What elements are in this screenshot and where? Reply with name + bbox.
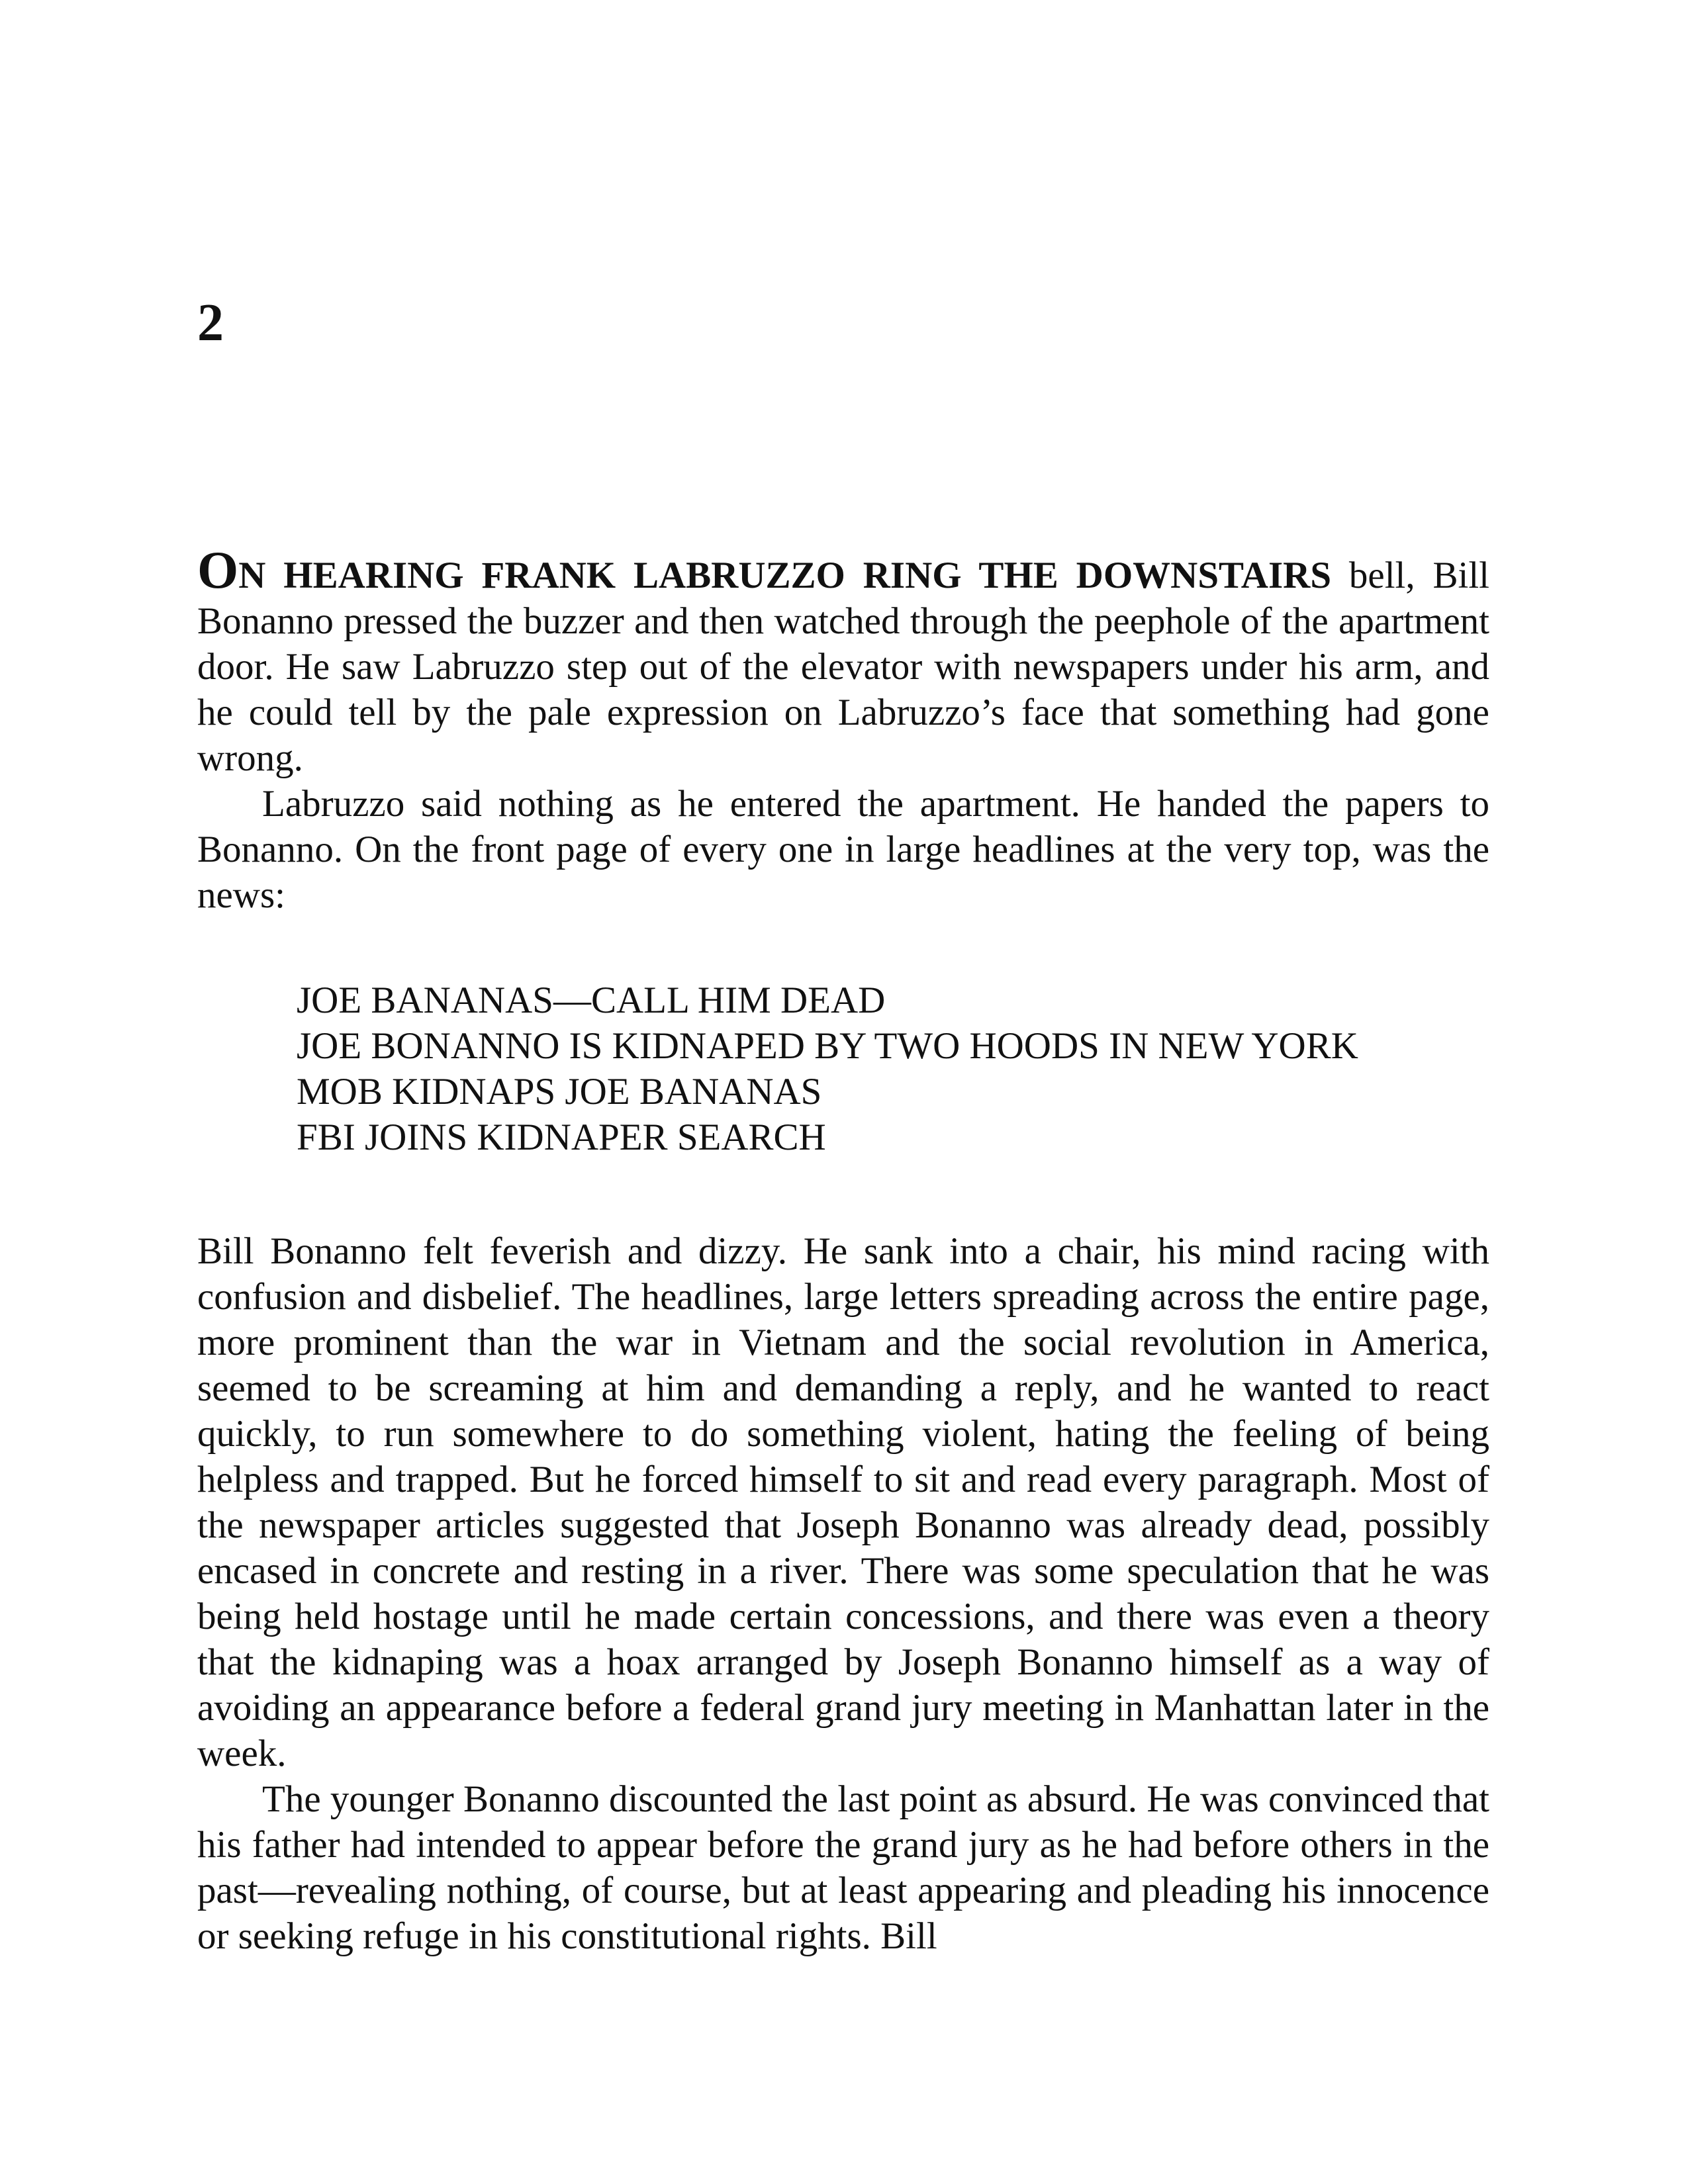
headline-list (297, 978, 1358, 1160)
headline-item: JOE BANANAS—CALL HIM DEAD (297, 979, 886, 1021)
headline-item: FBI JOINS KIDNAPER SEARCH (297, 1116, 826, 1158)
body-paragraph: Bill Bonanno felt feverish and dizzy. He sank into a chair, his mind racing with confusion and disbelief. The headlines, large letters spreading across the entire page, more prominent than the war in Vietnam and the social revolution in America, seemed to be screaming at him and demanding a reply, and he wanted to react quickly, to run somewhere to do something violent, hating the feeling of being helpless and trapped. But he forced himself to sit and read every paragraph. Most of the newspaper articles suggested that Joseph Bonanno was already dead, possibly encased in concrete and resting in a river. There was some speculation that he was being held hostage until he made certain concessions, and there was even a theory that the kidnaping was a hoax arranged by Joseph Bonanno himself as a way of avoiding an appearance before a federal grand jury meeting in Manhattan later in the week. (197, 1230, 1489, 1774)
body-paragraph: Labruzzo said nothing as he entered the apartment. He handed the papers to Bonanno. On the front page of every one in large headlines at the very top, was the news: (197, 783, 1489, 916)
opening-paragraph-text: bell, Bill Bonanno pressed the buzzer and then watched through the peephole of the apartment door. He saw Labruzzo step out of the elevator with newspapers under his arm, and he could tell by the pale expression on Labruzzo’s face that something had gone wrong. (197, 555, 1489, 779)
body-paragraph: The younger Bonanno discounted the last point as absurd. He was convinced that his father had intended to appear before the grand jury as he had before others in the past—revealing nothing, of course, but at least appearing and pleading his innocence or seeking refuge in his constitutional rights. Bill (197, 1778, 1489, 1957)
headline-item: MOB KIDNAPS JOE BANANAS (297, 1071, 822, 1113)
headline-item: JOE BONANNO IS KIDNAPED BY TWO HOODS IN NEW YORK (297, 1025, 1358, 1067)
continuation-section (197, 1228, 1489, 1959)
lead-in-text: N HEARING FRANK LABRUZZO RING THE DOWNSTAIRS (238, 555, 1332, 596)
opening-section (197, 541, 1489, 918)
drop-cap: O (197, 541, 239, 600)
opening-paragraph (197, 541, 1489, 781)
chapter-number: 2 (197, 294, 224, 352)
